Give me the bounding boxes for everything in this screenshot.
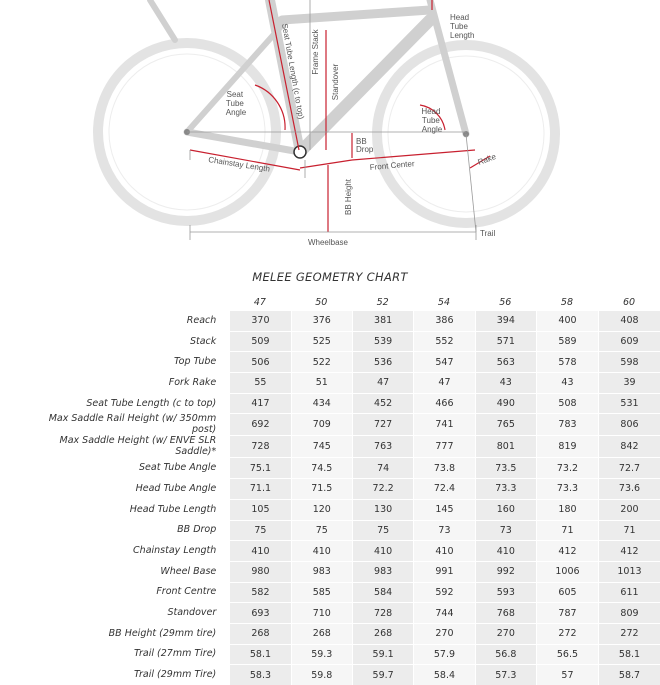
table-cell: 59.1: [352, 644, 413, 665]
table-cell: 509: [229, 331, 290, 352]
row-label: Trail (29mm Tire): [133, 669, 217, 681]
table-cell: 490: [475, 393, 536, 414]
table-cell: 589: [536, 331, 598, 352]
table-row: [36, 644, 660, 665]
table-cell: 727: [352, 413, 413, 435]
table-cell: 73.6: [598, 478, 660, 499]
table-cell: 43: [536, 372, 598, 393]
table-cell: 693: [229, 602, 290, 623]
table-row: [36, 623, 660, 644]
table-cell: 801: [475, 435, 536, 457]
table-cell: 376: [291, 311, 352, 331]
table-cell: 410: [291, 540, 352, 561]
table-cell: 72.2: [352, 478, 413, 499]
geometry-table: [36, 293, 660, 685]
table-cell: 59.7: [352, 664, 413, 685]
table-row: [36, 331, 660, 352]
table-row: [36, 664, 660, 685]
table-cell: 58.1: [229, 644, 290, 665]
label-head-tube-angle: Head Tube Angle: [421, 107, 443, 134]
table-cell: 522: [291, 351, 352, 372]
table-row: [36, 413, 660, 435]
table-row: [36, 478, 660, 499]
row-label: Standover: [167, 607, 217, 619]
table-cell: 72.7: [598, 457, 660, 478]
table-cell: 410: [229, 540, 290, 561]
table-cell: 508: [536, 393, 598, 414]
table-cell: 72.4: [413, 478, 474, 499]
table-cell: 55: [229, 372, 290, 393]
table-cell: 75.1: [229, 457, 290, 478]
table-row: [36, 393, 660, 414]
table-cell: 39: [598, 372, 660, 393]
chart-title: MELEE GEOMETRY CHART: [252, 270, 408, 284]
table-cell: 611: [598, 582, 660, 603]
table-cell: 73: [475, 520, 536, 541]
table-cell: 412: [536, 540, 598, 561]
label-bb-drop: BB Drop: [356, 137, 374, 154]
table-cell: 563: [475, 351, 536, 372]
table-cell: 412: [598, 540, 660, 561]
table-cell: 180: [536, 499, 598, 520]
row-label: Wheel Base: [160, 565, 217, 577]
table-cell: 598: [598, 351, 660, 372]
table-cell: 268: [291, 623, 352, 644]
table-cell: 525: [291, 331, 352, 352]
table-row: [36, 372, 660, 393]
table-cell: 268: [352, 623, 413, 644]
table-cell: 605: [536, 582, 598, 603]
table-cell: 709: [291, 413, 352, 435]
row-label: Seat Tube Angle: [139, 462, 217, 474]
table-cell: 728: [352, 602, 413, 623]
table-row: [36, 602, 660, 623]
table-cell: 57.9: [413, 644, 474, 665]
row-label: BB Drop: [177, 524, 217, 536]
table-cell: 578: [536, 351, 598, 372]
table-cell: 56.5: [536, 644, 598, 665]
table-cell: 73.3: [475, 478, 536, 499]
row-label: Seat Tube Length (c to top): [86, 397, 217, 409]
table-cell: 71.5: [291, 478, 352, 499]
table-cell: 145: [413, 499, 474, 520]
row-label: Fork Rake: [168, 376, 217, 388]
table-row: [36, 351, 660, 372]
table-cell: 777: [413, 435, 474, 457]
table-cell: 741: [413, 413, 474, 435]
table-cell: 58.3: [229, 664, 290, 685]
table-cell: 745: [291, 435, 352, 457]
table-cell: 728: [229, 435, 290, 457]
table-cell: 410: [413, 540, 474, 561]
row-label: Top Tube: [174, 356, 217, 368]
table-cell: 842: [598, 435, 660, 457]
label-seat-tube-angle: Seat Tube Angle: [225, 90, 247, 117]
table-cell: 272: [598, 623, 660, 644]
row-label: Trail (27mm Tire): [133, 648, 217, 660]
table-cell: 270: [413, 623, 474, 644]
table-cell: 268: [229, 623, 290, 644]
table-cell: 74: [352, 457, 413, 478]
table-cell: 980: [229, 561, 290, 582]
table-cell: 74.5: [291, 457, 352, 478]
row-label: Head Tube Length: [129, 503, 217, 515]
table-cell: 386: [413, 311, 474, 331]
table-cell: 57.3: [475, 664, 536, 685]
table-cell: 992: [475, 561, 536, 582]
table-cell: 75: [352, 520, 413, 541]
table-cell: 744: [413, 602, 474, 623]
size-header: 52: [376, 296, 389, 308]
table-cell: 105: [229, 499, 290, 520]
label-frame-stack: Frame Stack: [311, 29, 320, 75]
table-cell: 983: [291, 561, 352, 582]
table-cell: 120: [291, 499, 352, 520]
table-cell: 59.3: [291, 644, 352, 665]
table-cell: 59.8: [291, 664, 352, 685]
table-cell: 1013: [598, 561, 660, 582]
table-cell: 585: [291, 582, 352, 603]
table-cell: 452: [352, 393, 413, 414]
table-cell: 394: [475, 311, 536, 331]
table-cell: 609: [598, 331, 660, 352]
table-cell: 506: [229, 351, 290, 372]
size-header-row: [36, 293, 660, 311]
table-cell: 58.4: [413, 664, 474, 685]
table-cell: 160: [475, 499, 536, 520]
table-cell: 370: [229, 311, 290, 331]
row-label: Max Saddle Height (w/ ENVE SLR Saddle)*: [59, 435, 217, 458]
table-cell: 47: [352, 372, 413, 393]
table-row: [36, 435, 660, 457]
table-cell: 768: [475, 602, 536, 623]
table-cell: 272: [536, 623, 598, 644]
table-row: [36, 499, 660, 520]
table-cell: 58.1: [598, 644, 660, 665]
table-cell: 200: [598, 499, 660, 520]
label-front-center: Front Center: [369, 159, 415, 172]
size-header: 60: [622, 296, 636, 308]
table-cell: 58.7: [598, 664, 660, 685]
label-chainstay-length: Chainstay Length: [207, 155, 271, 174]
table-cell: 410: [475, 540, 536, 561]
table-row: [36, 582, 660, 603]
table-cell: 57: [536, 664, 598, 685]
table-cell: 73.8: [413, 457, 474, 478]
header-spacer: [36, 293, 229, 311]
table-cell: 73.5: [475, 457, 536, 478]
label-seat-tube-length: Seat Tube Length (c to top): [280, 22, 306, 120]
table-cell: 71: [536, 520, 598, 541]
table-cell: 710: [291, 602, 352, 623]
table-cell: 806: [598, 413, 660, 435]
table-cell: 434: [291, 393, 352, 414]
table-cell: 539: [352, 331, 413, 352]
table-cell: 692: [229, 413, 290, 435]
table-row: [36, 561, 660, 582]
table-cell: 571: [475, 331, 536, 352]
table-cell: 43: [475, 372, 536, 393]
row-label: Front Centre: [156, 586, 217, 598]
table-cell: 819: [536, 435, 598, 457]
table-cell: 809: [598, 602, 660, 623]
table-cell: 73.2: [536, 457, 598, 478]
table-cell: 73.3: [536, 478, 598, 499]
table-row: [36, 520, 660, 541]
table-cell: 47: [413, 372, 474, 393]
size-header: 56: [499, 296, 512, 308]
table-cell: 765: [475, 413, 536, 435]
row-label: Chainstay Length: [133, 545, 217, 557]
table-cell: 75: [291, 520, 352, 541]
table-cell: 787: [536, 602, 598, 623]
table-row: [36, 311, 660, 331]
row-label: Stack: [189, 335, 217, 347]
table-cell: 130: [352, 499, 413, 520]
label-standover: Standover: [331, 63, 340, 101]
table-cell: 763: [352, 435, 413, 457]
size-header: 58: [560, 296, 574, 308]
size-header: 47: [253, 296, 266, 308]
label-trail: Trail: [480, 229, 496, 238]
size-header: 54: [437, 296, 451, 308]
table-cell: 552: [413, 331, 474, 352]
table-cell: 593: [475, 582, 536, 603]
table-cell: 410: [352, 540, 413, 561]
bottom-bracket: [294, 146, 306, 158]
table-cell: 51: [291, 372, 352, 393]
table-cell: 417: [229, 393, 290, 414]
table-cell: 381: [352, 311, 413, 331]
label-bb-height: BB Height: [344, 178, 353, 215]
geometry-diagram: [0, 0, 660, 262]
table-cell: 547: [413, 351, 474, 372]
table-cell: 991: [413, 561, 474, 582]
label-rake: Rake: [476, 152, 498, 167]
table-cell: 270: [475, 623, 536, 644]
table-cell: 73: [413, 520, 474, 541]
table-cell: 1006: [536, 561, 598, 582]
table-cell: 75: [229, 520, 290, 541]
table-cell: 536: [352, 351, 413, 372]
table-cell: 983: [352, 561, 413, 582]
row-label: Reach: [186, 315, 217, 327]
table-cell: 71: [598, 520, 660, 541]
bike-frame: [150, 0, 466, 152]
row-label: BB Height (29mm tire): [108, 627, 217, 639]
table-cell: 783: [536, 413, 598, 435]
table-cell: 408: [598, 311, 660, 331]
table-row: [36, 457, 660, 478]
row-label: Head Tube Angle: [135, 482, 217, 494]
table-cell: 531: [598, 393, 660, 414]
table-cell: 582: [229, 582, 290, 603]
table-cell: 466: [413, 393, 474, 414]
size-header: 50: [315, 296, 328, 308]
table-cell: 71.1: [229, 478, 290, 499]
label-head-tube-length: Head Tube Length: [450, 13, 475, 40]
table-cell: 56.8: [475, 644, 536, 665]
row-label: Max Saddle Rail Height (w/ 350mm post): [48, 413, 217, 436]
table-cell: 592: [413, 582, 474, 603]
label-wheelbase: Wheelbase: [307, 238, 349, 247]
table-cell: 400: [536, 311, 598, 331]
table-cell: 584: [352, 582, 413, 603]
table-row: [36, 540, 660, 561]
